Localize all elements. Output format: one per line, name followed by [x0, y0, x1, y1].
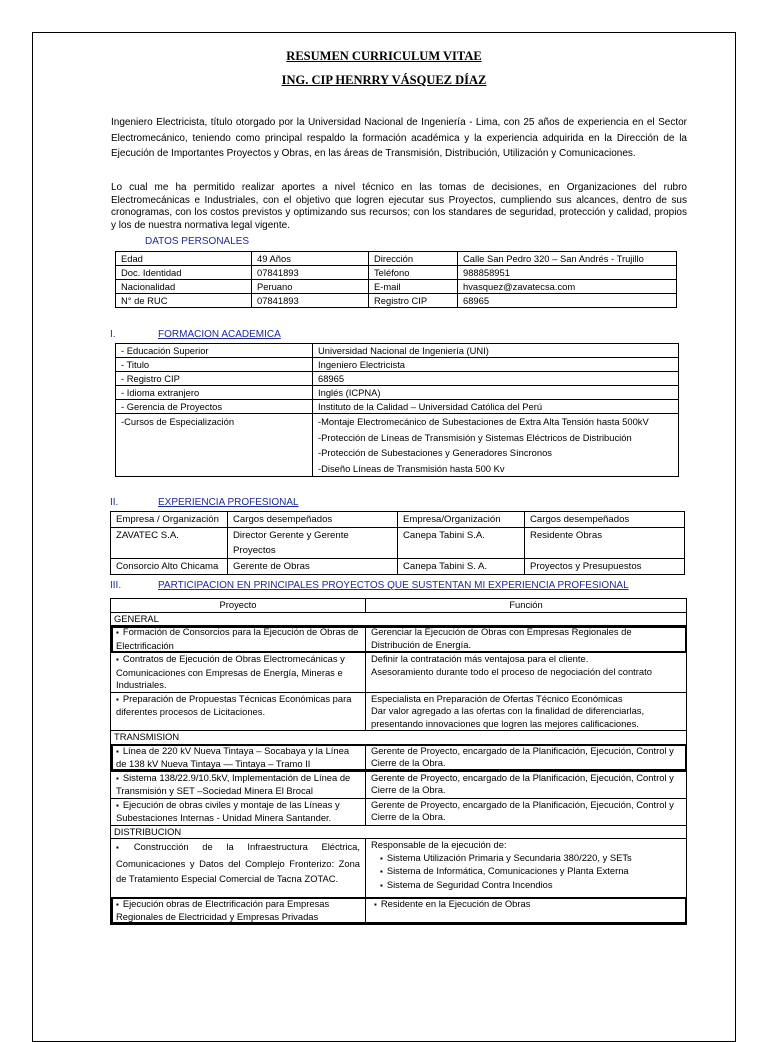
section-formacion-heading: [110, 329, 281, 340]
proyecto-text: Ejecución obras de Electrificación para Empresas Regionales de Electricidad y Empresas Privadas: [116, 897, 330, 922]
table-row: [111, 771, 687, 798]
table-row: [111, 798, 687, 825]
table-cell: Universidad Nacional de Ingeniería (UNI): [313, 344, 679, 358]
table-cell: Inglés (ICPNA): [313, 386, 679, 400]
proyecto-text: Contratos de Ejecución de Obras Electromecánicas y Comunicaciones con Empresas de Energía, Mineras e Industriales.: [116, 653, 345, 690]
table-row: [111, 839, 687, 898]
table-cell: - Registro CIP: [116, 372, 313, 386]
table-cell: Doc. Identidad: [116, 266, 252, 280]
proyecto-text: Sistema 138/22.9/10.5kV, Implementación de Línea de Transmisión y SET –Sociedad Minera El Brocal: [116, 771, 351, 796]
table-header-row: [111, 599, 687, 613]
proyecto-text: Ejecución de obras civiles y montaje de las Líneas y Subestaciones Internas - Unidad Minera Santander.: [116, 798, 340, 823]
group-label: TRANSMISION: [111, 731, 687, 745]
column-header-funcion: Función: [366, 599, 687, 613]
funcion-text: Residente en la Ejecución de Obras: [380, 897, 531, 909]
section-heading-text: PARTICIPACION EN PRINCIPALES PROYECTOS QUE SUSTENTAN MI EXPERIENCIA PROFESIONAL: [158, 580, 629, 591]
table-cell: Nacionalidad: [116, 280, 252, 294]
table-header-row: [111, 512, 685, 528]
funcion-cell: Gerente de Proyecto, encargado de la Planificación, Ejecución, Control y Cierre de la Obra.: [366, 744, 687, 771]
section-number: III.: [110, 580, 122, 591]
section-number: II.: [110, 497, 119, 508]
table-cell: hvasquez@zavatecsa.com: [458, 280, 677, 294]
table-cell: Proyectos y Presupuestos: [525, 559, 685, 575]
table-cell: Canepa Tabini S. A.: [398, 559, 525, 575]
curso-item: -Protección de Subestaciones y Generadores Síncronos: [318, 447, 552, 458]
table-row: [116, 414, 679, 477]
datos-personales-table: [115, 251, 677, 308]
section-experiencia-heading: [110, 497, 299, 508]
curso-item: -Montaje Electromecánico de Subestaciones de Extra Alta Tensión hasta 500kV: [318, 416, 649, 427]
group-row: [111, 825, 687, 839]
table-cell: -Cursos de Especialización: [116, 414, 313, 477]
table-cell: Canepa Tabini S.A.: [398, 528, 525, 559]
document-subtitle: ING. CIP HENRRY VÁSQUEZ DÍAZ: [281, 73, 487, 87]
proyecto-cell: [111, 692, 366, 731]
table-row: [116, 372, 679, 386]
proyecto-cell: [111, 771, 366, 798]
table-cell: 988858951: [458, 266, 677, 280]
proyecto-text: Línea de 220 kV Nueva Tintaya – Socabaya y la Línea de 138 kV Nueva Tintaya — Tintaya – Tramo II: [116, 744, 350, 769]
section-heading-text: DATOS PERSONALES: [145, 236, 250, 247]
funcion-cell: [366, 897, 687, 924]
table-cell: Gerente de Obras: [228, 559, 398, 575]
proyecto-cell: [111, 798, 366, 825]
proyectos-table: [110, 598, 687, 925]
table-cell: Instituto de la Calidad – Universidad Católica del Perú: [313, 400, 679, 414]
funcion-bullet-text: Sistema Utilización Primaria y Secundaria 380/220, y SETs: [386, 851, 632, 863]
funcion-cell: [366, 839, 687, 898]
funcion-line: Responsable de la ejecución de:: [371, 839, 507, 850]
funcion-cell: [366, 692, 687, 731]
table-cell: Teléfono: [369, 266, 458, 280]
funcion-bullet: [371, 879, 681, 893]
funcion-bullet: [371, 852, 681, 866]
table-cell: 07841893: [252, 294, 369, 308]
document-title: RESUMEN CURRICULUM VITAE: [286, 49, 482, 63]
curso-item: -Protección de Líneas de Transmisión y Sistemas Eléctricos de Distribución: [318, 431, 632, 443]
table-cell: Dirección: [369, 252, 458, 266]
funcion-line: Asesoramiento durante todo el proceso de negociación del contrato: [371, 665, 652, 677]
table-cell: Director Gerente y Gerente Proyectos: [228, 528, 398, 559]
funcion-bullet-text: Sistema de Informática, Comunicaciones y Planta Externa: [386, 865, 629, 876]
funcion-line: Definir la contratación más ventajosa para el cliente.: [371, 653, 589, 664]
column-header-proyecto: Proyecto: [111, 599, 366, 613]
section-heading-text: EXPERIENCIA PROFESIONAL: [158, 497, 299, 508]
table-cell: E-mail: [369, 280, 458, 294]
table-cell: 68965: [313, 372, 679, 386]
table-cell: N° de RUC: [116, 294, 252, 308]
funcion-line: Dar valor agregado a las ofertas con la finalidad de diferenciarlas, presentando innovaciones que logren las mejores calificaciones.: [371, 705, 645, 729]
proyecto-cell: [111, 626, 366, 653]
proyecto-text: Formación de Consorcios para la Ejecución de Obras de Electrificación: [116, 626, 359, 651]
table-row: [116, 294, 677, 308]
table-cell: 07841893: [252, 266, 369, 280]
table-row: [116, 252, 677, 266]
curso-item: -Diseño Líneas de Transmisión hasta 500 Kv: [318, 462, 505, 474]
table-cell: ZAVATEC S.A.: [111, 528, 228, 559]
table-cell: Registro CIP: [369, 294, 458, 308]
table-row: [111, 626, 687, 653]
section-number: I.: [110, 329, 116, 340]
table-row: [111, 897, 687, 924]
funcion-cell: Gerente de Proyecto, encargado de la Planificación, Ejecución, Control y Cierre de la Obra.: [366, 798, 687, 825]
proyecto-text: Construcción de la Infraestructura Eléctrica, Comunicaciones y Datos del Complejo Fronterizo: Zona de Tratamiento Especial Comercial de Tacna ZOTAC.: [116, 841, 360, 884]
proyecto-cell: [111, 653, 366, 693]
group-label: GENERAL: [111, 612, 687, 626]
funcion-cell: [366, 653, 687, 693]
intro-paragraph-2: Lo cual me ha permitido realizar aportes a nivel técnico en las tomas de decisiones, en Organizaciones del rubro Electromecánicas e Industriales, con el objetivo que logren ejecutar sus Proyectos, cumpliendo sus alcances, dentro de sus cronogramas, con los costos previstos y optimizando sus recursos; con los standares de seguridad, protección y calidad, propios y los de nuestra normativa legal vigente.: [111, 182, 687, 231]
funcion-line: Especialista en Preparación de Ofertas Técnico Económicas: [371, 692, 623, 704]
table-cell: Residente Obras: [525, 528, 685, 559]
section-proyectos-heading: [110, 580, 629, 591]
table-cell: - Titulo: [116, 358, 313, 372]
table-row: [116, 358, 679, 372]
table-row: [116, 280, 677, 294]
proyecto-cell: [111, 839, 366, 898]
table-row: [111, 653, 687, 693]
table-cell: - Gerencia de Proyectos: [116, 400, 313, 414]
column-header: Empresa / Organización: [111, 512, 228, 528]
table-cell: [313, 414, 679, 477]
table-cell: - Educación Superior: [116, 344, 313, 358]
table-row: [116, 266, 677, 280]
funcion-cell: Gerenciar la Ejecución de Obras con Empresas Regionales de Distribución de Energía.: [366, 626, 687, 653]
proyecto-cell: [111, 744, 366, 771]
table-row: [111, 744, 687, 771]
funcion-bullet: [371, 865, 681, 879]
table-cell: - Idioma extranjero: [116, 386, 313, 400]
table-cell: Ingeniero Electricista: [313, 358, 679, 372]
column-header: Empresa/Organización: [398, 512, 525, 528]
table-cell: Consorcio Alto Chicama: [111, 559, 228, 575]
experiencia-table: [110, 511, 685, 575]
intro-paragraph-1: Ingeniero Electricista, título otorgado por la Universidad Nacional de Ingeniería - Lima, con 25 años de experiencia en el Sector Electromecánico, teniendo como principal respaldo la formación académica y la experiencia adquirida en la Dirección de la Ejecución de Importantes Proyectos y Obras, en las áreas de Transmisión, Distribución, Utilización y Comunicaciones.: [111, 117, 687, 159]
column-header: Cargos desempeñados: [525, 512, 685, 528]
table-row: [111, 528, 685, 559]
column-header: Cargos desempeñados: [228, 512, 398, 528]
formacion-table: [115, 343, 679, 477]
table-cell: 49 Años: [252, 252, 369, 266]
group-label: DISTRIBUCION: [111, 825, 687, 839]
funcion-bullet-text: Sistema de Seguridad Contra Incendios: [386, 878, 553, 890]
proyecto-text: Preparación de Propuestas Técnicas Económicas para diferentes procesos de Licitaciones.: [116, 692, 352, 717]
table-row: [111, 559, 685, 575]
table-row: [111, 692, 687, 731]
proyecto-cell: [111, 897, 366, 924]
funcion-cell: Gerente de Proyecto, encargado de la Planificación, Ejecución, Control y Cierre de la Obra.: [366, 771, 687, 798]
table-cell: Edad: [116, 252, 252, 266]
table-row: [116, 386, 679, 400]
table-cell: Calle San Pedro 320 – San Andrés - Trujillo: [458, 252, 677, 266]
section-datos-personales-heading: [145, 236, 249, 247]
group-row: [111, 731, 687, 745]
table-row: [116, 400, 679, 414]
table-row: [116, 344, 679, 358]
group-row: [111, 612, 687, 626]
table-cell: Peruano: [252, 280, 369, 294]
section-heading-text: FORMACION ACADEMICA: [158, 329, 281, 340]
table-cell: 68965: [458, 294, 677, 308]
